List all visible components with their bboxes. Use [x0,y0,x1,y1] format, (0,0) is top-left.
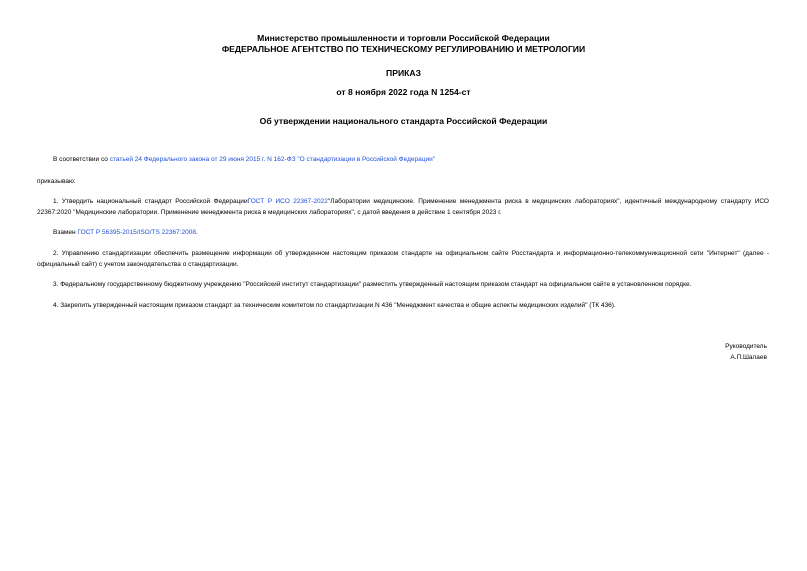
replaces-period: . [196,229,198,236]
signatory-title: Руководитель [725,343,767,350]
paragraph-item-2: 2. Управлению стандартизации обеспечить размещение информации об утвержденном настоящим приказом стандарте на официальном сайте Росстандарта и информационно-телекоммуникационной сети "Интернет" (далее - официальный сайт) с учетом законодательства о стандартизации. [37,250,769,268]
signatory-name: А.П.Шалаев [730,354,767,361]
paragraph-replaces [37,228,769,239]
paragraph-item-1 [37,197,769,218]
document-type: ПРИКАЗ [386,68,421,78]
item-1-text: 1. Утвердить национальный стандарт Российской Федерации [53,198,248,205]
document-date-number: от 8 ноября 2022 года N 1254-ст [336,87,471,97]
gost-22367-2022-link[interactable]: ГОСТ Р ИСО 22367-2022 [247,198,328,205]
paragraph-order: приказываю: [37,178,76,185]
paragraph-item-3: 3. Федеральному государственному бюджетному учреждению "Российский институт стандартизации" разместить утвержденный настоящим приказом стандарт на официальном сайте в установленном порядке. [53,281,692,288]
law-article-link[interactable]: статьей 24 Федерального закона от 29 июня 2015 г. N 162-ФЗ "О стандартизации в Российской Федерации" [109,156,436,163]
replaces-text: Взамен [53,229,78,236]
paragraph-basis-text: В соответствии со [53,156,110,163]
paragraph-item-4: 4. Закрепить утвержденный настоящим приказом стандарт за техническим комитетом по стандартизации N 436 "Менеджмент качества и общие аспекты медицинских изделий" (ТК 436). [53,302,616,309]
document-subject: Об утверждении национального стандарта Российской Федерации [259,116,548,126]
ministry-name: Министерство промышленности и торговли Российской Федерации [257,33,550,43]
agency-name: ФЕДЕРАЛЬНОЕ АГЕНТСТВО ПО ТЕХНИЧЕСКОМУ РЕГУЛИРОВАНИЮ И МЕТРОЛОГИИ [221,44,586,54]
paragraph-basis [37,155,769,166]
gost-56395-2015-link[interactable]: ГОСТ Р 56395-2015/ISO/TS 22367:2008 [77,229,196,236]
item-1-description: "Лаборатории медицинские. Применение менеджмента риска в медицинских лабораториях", идентичный международному стандарту ИСО 22367:2020 "Медицинские лаборатории. Применение менеджмента риска в медицинских лабораториях", с датой введения в действие 1 сентября 2023 г. [37,198,769,216]
